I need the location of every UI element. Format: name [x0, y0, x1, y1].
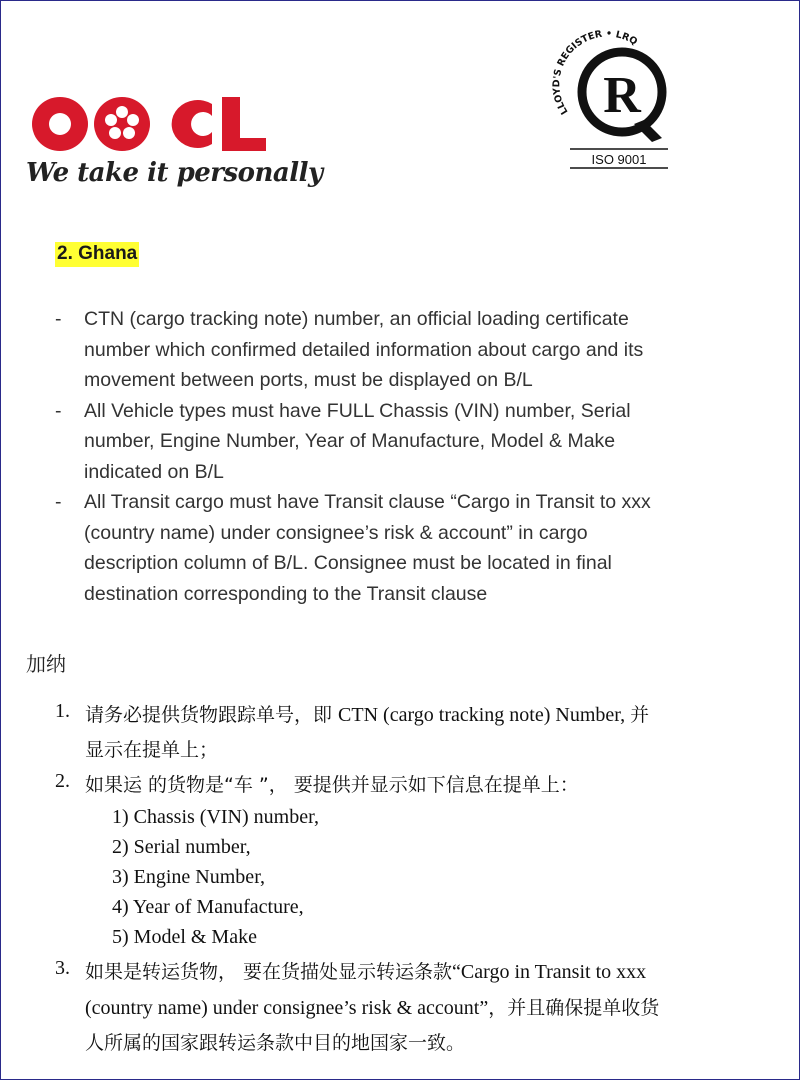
slogan: We take it personally	[26, 158, 323, 188]
section-heading: 2. Ghana	[55, 242, 139, 267]
zh-text-en: (country name) under consignee’s risk & account”	[85, 997, 489, 1019]
bullet-dash: -	[55, 308, 62, 330]
list-line: All Vehicle types must have FULL Chassis (VIN) number, Serial	[84, 399, 631, 422]
zh-item-number: 1.	[55, 700, 70, 722]
zh-text: 如果运 的货物是“车 ”， 要提供并显示如下信息在提单上：	[85, 774, 579, 796]
zh-item-number: 3.	[55, 957, 70, 979]
list-line: destination corresponding to the Transit clause	[84, 582, 488, 605]
zh-text: 显示在提单上；	[85, 739, 219, 761]
list-line: All Transit cargo must have Transit clause “Cargo in Transit to xxx	[84, 491, 651, 513]
bullet-dash: -	[55, 399, 62, 422]
zh-sub-item: 4) Year of Manufacture,	[112, 896, 304, 918]
list-line: number, Engine Number, Year of Manufacture, Model & Make	[84, 430, 616, 452]
english-requirements-list	[50, 304, 770, 609]
zh-text-en: CTN (cargo tracking note) Number,	[338, 704, 631, 726]
list-line: number which confirmed detailed information about cargo and its	[84, 338, 644, 361]
list-line: description column of B/L. Consignee must be located in final	[84, 552, 612, 574]
bullet-dash: -	[55, 491, 62, 513]
zh-sub-item: 1) Chassis (VIN) number,	[112, 806, 319, 828]
zh-text: 人所属的国家跟转运条款中目的地国家一致。	[85, 1032, 466, 1054]
iso-certification-seal	[546, 20, 676, 180]
list-line: (country name) under consignee’s risk & account” in cargo	[84, 521, 588, 544]
list-item	[50, 487, 770, 609]
zh-sub-item: 3) Engine Number,	[112, 866, 266, 888]
seal-ring-text: LLOYD'S REGISTER • LRQ	[551, 28, 640, 117]
zh-text: 如果是转运货物， 要在货描处显示转运条款	[85, 961, 453, 983]
seal-letter: R	[603, 67, 641, 124]
list-line: movement between ports, must be displayed on B/L	[84, 369, 533, 391]
zh-item-1-line-1	[55, 700, 775, 728]
chinese-section-title: 加纳	[26, 652, 66, 676]
list-line: indicated on B/L	[84, 460, 224, 483]
zh-text: ，并且确保提单收货	[488, 997, 660, 1019]
zh-item-number: 2.	[55, 770, 70, 792]
zh-sub-item: 2) Serial number,	[112, 836, 251, 858]
oocl-logo-mark	[26, 92, 276, 156]
zh-text: 请务必提供货物跟踪单号，即	[85, 704, 339, 726]
zh-text: 并	[630, 704, 650, 726]
zh-sub-item: 5) Model & Make	[112, 926, 257, 948]
seal-standard: ISO 9001	[591, 152, 647, 167]
oocl-logo	[26, 92, 323, 202]
list-item	[50, 304, 770, 396]
list-item	[50, 396, 770, 488]
list-line: CTN (cargo tracking note) number, an official loading certificate	[84, 308, 629, 330]
zh-text-en: “Cargo in Transit to xxx	[452, 961, 647, 983]
